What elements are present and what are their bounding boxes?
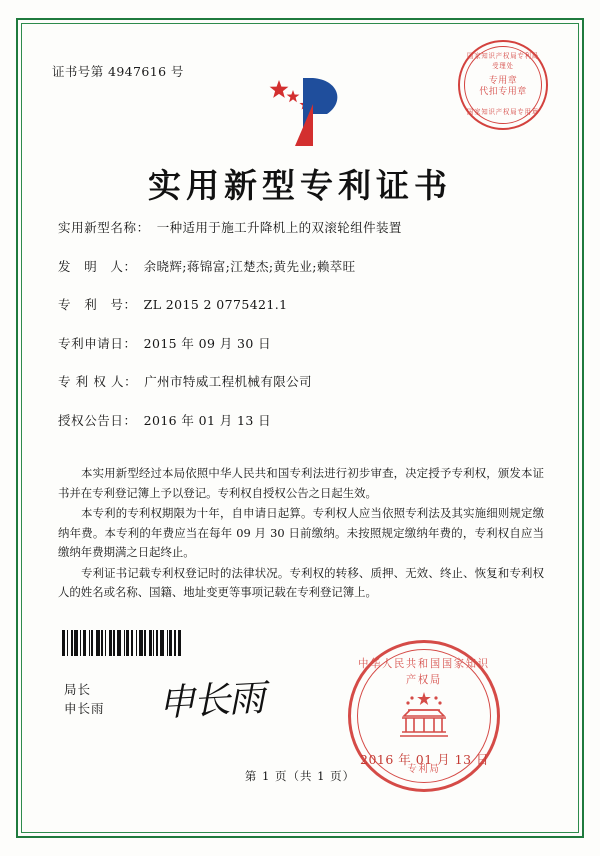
seal-middle-text: 专用章 代扣专用章 (479, 76, 527, 97)
body-text (58, 464, 544, 604)
director-name-label: 申长雨 (64, 701, 105, 716)
page-footer: 第 1 页（共 1 页） (244, 769, 356, 783)
field-list (58, 218, 542, 449)
field-value: 余晓辉;蒋锦富;江楚杰;黄先业;赖萃旺 (143, 258, 356, 274)
field-label: 发 明 人： (58, 258, 137, 274)
national-seal-arc-top: 中华人民共和国国家知识产权局 (358, 657, 490, 686)
field-value: ZL 2015 2 0775421.1 (143, 297, 288, 312)
national-seal-arc-bottom: 专利局 (407, 764, 441, 775)
barcode (62, 630, 230, 656)
field-value: 一种适用于施工升降机上的双滚轮组件装置 (156, 220, 402, 235)
seal-arc-top: 国家知识产权局专利局受理处 (467, 52, 539, 70)
field-label: 授权公告日： (58, 412, 137, 428)
field-value: 2015 年 09 月 30 日 (143, 335, 271, 351)
body-paragraph-1: 本实用新型经过本局依照中华人民共和国专利法进行初步审查，决定授予专利权，颁发本证书并在专利登记簿上予以登记。专利权自授权公告之日起生效。 (58, 466, 544, 500)
director-title-label: 局长 (64, 682, 92, 697)
handwritten-signature: 申长雨 (157, 676, 265, 725)
seal-date: 2016 年 01 月 13 日 (360, 752, 489, 767)
page-title: 实用新型专利证书 (148, 166, 452, 205)
seal-arc-bottom: 国家知识产权局专用章 (467, 108, 539, 116)
field-row-patent-number (58, 295, 542, 313)
field-label: 专 利 权 人： (58, 374, 138, 389)
body-paragraph-2: 本专利的专利权期限为十年，自申请日起算。专利权人应当依照专利法及其实施细则规定缴纳年费。本专利的年费应当在每年 09 月 30 日前缴纳。未按照规定缴纳年费的，专利权自应当缴纳年费期满之日起终止。 (58, 506, 544, 559)
field-row-utility-model-name (58, 218, 542, 236)
certificate-content (30, 32, 570, 824)
field-label: 专 利 号： (58, 297, 137, 312)
national-emblem-icon (394, 688, 454, 744)
field-value: 广州市特威工程机械有限公司 (144, 374, 312, 389)
field-row-grant-date (58, 411, 542, 429)
field-label: 专利申请日： (58, 335, 137, 351)
field-row-inventors (58, 257, 542, 275)
field-row-application-date (58, 334, 542, 352)
field-value: 2016 年 01 月 13 日 (143, 412, 271, 428)
certificate-number: 证书号第 4947616 号 (52, 64, 184, 79)
body-paragraph-3: 专利证书记载专利权登记时的法律状况。专利权的转移、质押、无效、终止、恢复和专利权人的姓名或名称、国籍、地址变更等事项记载在专利登记簿上。 (58, 565, 544, 599)
field-row-patentee (58, 372, 542, 390)
reception-seal (458, 40, 548, 130)
field-label: 实用新型名称： (58, 220, 150, 235)
cnipa-logo-icon (235, 66, 365, 152)
signature-block (64, 680, 105, 718)
